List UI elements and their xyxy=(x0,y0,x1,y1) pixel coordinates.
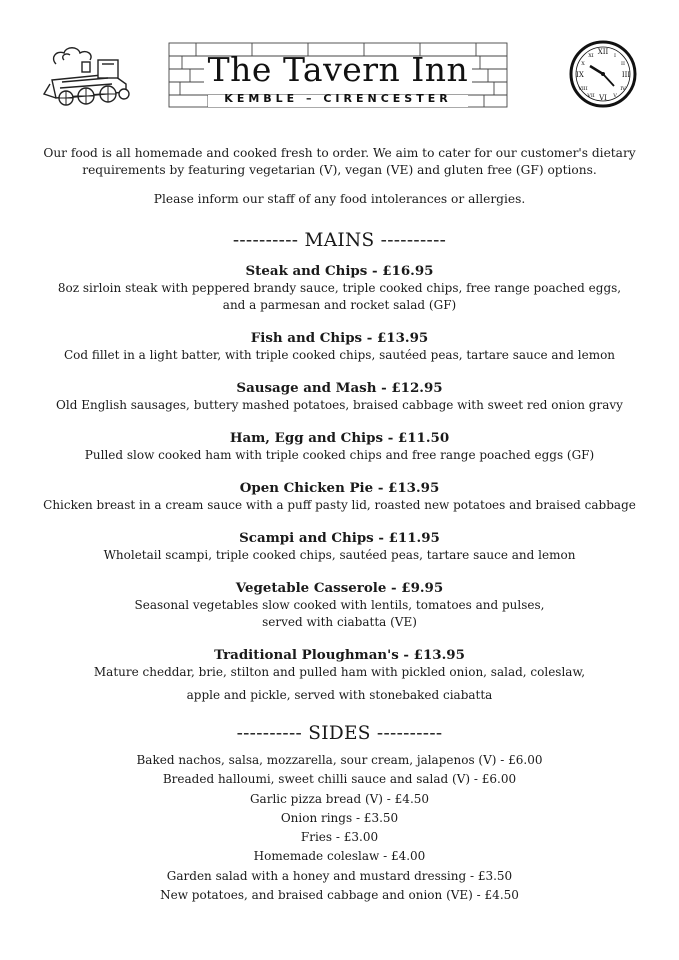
menu-item-desc: 8oz sirloin steak with peppered brandy sauce, triple cooked chips, free range poached eggs, xyxy=(57,281,622,295)
menu-item-desc: Cod fillet in a light batter, with triple cooked chips, sautéed peas, tartare sauce and lemon xyxy=(63,348,616,362)
clock-icon xyxy=(568,38,638,110)
svg-text:II: II xyxy=(621,61,625,67)
header xyxy=(0,34,679,120)
menu-item-name: Traditional Ploughman's - £13.95 xyxy=(214,647,465,663)
menu-item-desc: Seasonal vegetables slow cooked with lentils, tomatoes and pulses, xyxy=(134,598,545,612)
menu-item-desc: Mature cheddar, brie, stilton and pulled ham with pickled onion, salad, coleslaw, xyxy=(93,665,586,679)
svg-text:VIII: VIII xyxy=(578,86,588,92)
menu-item xyxy=(30,646,649,710)
svg-text:X: X xyxy=(581,61,585,67)
side-item: Onion rings - £3.50 xyxy=(280,810,399,825)
menu-item-desc: Wholetail scampi, triple cooked chips, sautéed peas, tartare sauce and lemon xyxy=(103,548,576,562)
intro-text xyxy=(40,145,639,179)
sides-list xyxy=(40,751,639,905)
menu-item-name: Sausage and Mash - £12.95 xyxy=(236,380,443,396)
menu-item-name: Scampi and Chips - £11.95 xyxy=(239,530,440,546)
menu-item-desc: and a parmesan and rocket salad (GF) xyxy=(222,298,457,312)
menu-item-name: Ham, Egg and Chips - £11.50 xyxy=(229,430,450,446)
menu-item xyxy=(30,379,649,414)
menu-item xyxy=(30,429,649,464)
menu-item-desc: served with ciabatta (VE) xyxy=(262,615,417,629)
mains-heading: ---------- MAINS ---------- xyxy=(232,230,447,251)
svg-text:XII: XII xyxy=(597,48,609,56)
sides-heading: ---------- SIDES ---------- xyxy=(236,723,443,744)
side-item: Homemade coleslaw - £4.00 xyxy=(253,849,426,864)
allergy-notice: Please inform our staff of any food intolerances or allergies. xyxy=(153,192,526,206)
menu-item-name: Steak and Chips - £16.95 xyxy=(245,263,434,279)
svg-text:IX: IX xyxy=(576,71,584,79)
menu-item-name: Open Chicken Pie - £13.95 xyxy=(239,480,440,496)
menu-item-desc: Pulled slow cooked ham with triple cooked chips and free range poached eggs (GF) xyxy=(84,448,595,462)
intro-line: Our food is all homemade and cooked fresh to order. We aim to cater for our customer's dietary xyxy=(43,146,636,160)
menu-item-name: Fish and Chips - £13.95 xyxy=(250,330,429,346)
menu-item-desc: apple and pickle, served with stonebaked ciabatta xyxy=(186,688,493,702)
steam-train-icon xyxy=(42,44,134,108)
menu-item xyxy=(30,529,649,564)
svg-text:IV: IV xyxy=(620,86,626,92)
svg-text:I: I xyxy=(614,53,616,59)
menu-item xyxy=(30,262,649,314)
menu-item xyxy=(30,329,649,364)
svg-text:VII: VII xyxy=(587,93,595,99)
svg-text:VI: VI xyxy=(599,94,607,102)
svg-text:V: V xyxy=(613,93,617,99)
side-item: Garlic pizza bread (V) - £4.50 xyxy=(249,791,430,806)
menu-item-desc: Old English sausages, buttery mashed potatoes, braised cabbage with sweet red onion gravy xyxy=(56,398,623,412)
brand-title: The Tavern Inn xyxy=(207,50,469,89)
svg-text:III: III xyxy=(621,71,631,79)
brand-location: KEMBLE – CIRENCESTER xyxy=(224,92,452,105)
svg-text:XI: XI xyxy=(588,53,594,59)
side-item: Breaded halloumi, sweet chilli sauce and salad (V) - £6.00 xyxy=(162,772,517,787)
menu-item-desc: Chicken breast in a cream sauce with a puff pasty lid, roasted new potatoes and braised cabbage xyxy=(43,498,636,512)
menu-item xyxy=(30,479,649,514)
intro-line: requirements by featuring vegetarian (V), vegan (VE) and gluten free (GF) options. xyxy=(82,163,597,177)
side-item: Baked nachos, salsa, mozzarella, sour cream, jalapenos (V) - £6.00 xyxy=(136,753,543,767)
menu-item-name: Vegetable Casserole - £9.95 xyxy=(235,580,444,596)
menu-item xyxy=(30,579,649,631)
side-item: New potatoes, and braised cabbage and onion (VE) - £4.50 xyxy=(160,888,519,903)
side-item: Fries - £3.00 xyxy=(300,830,379,845)
side-item: Garden salad with a honey and mustard dressing - £3.50 xyxy=(166,868,513,883)
